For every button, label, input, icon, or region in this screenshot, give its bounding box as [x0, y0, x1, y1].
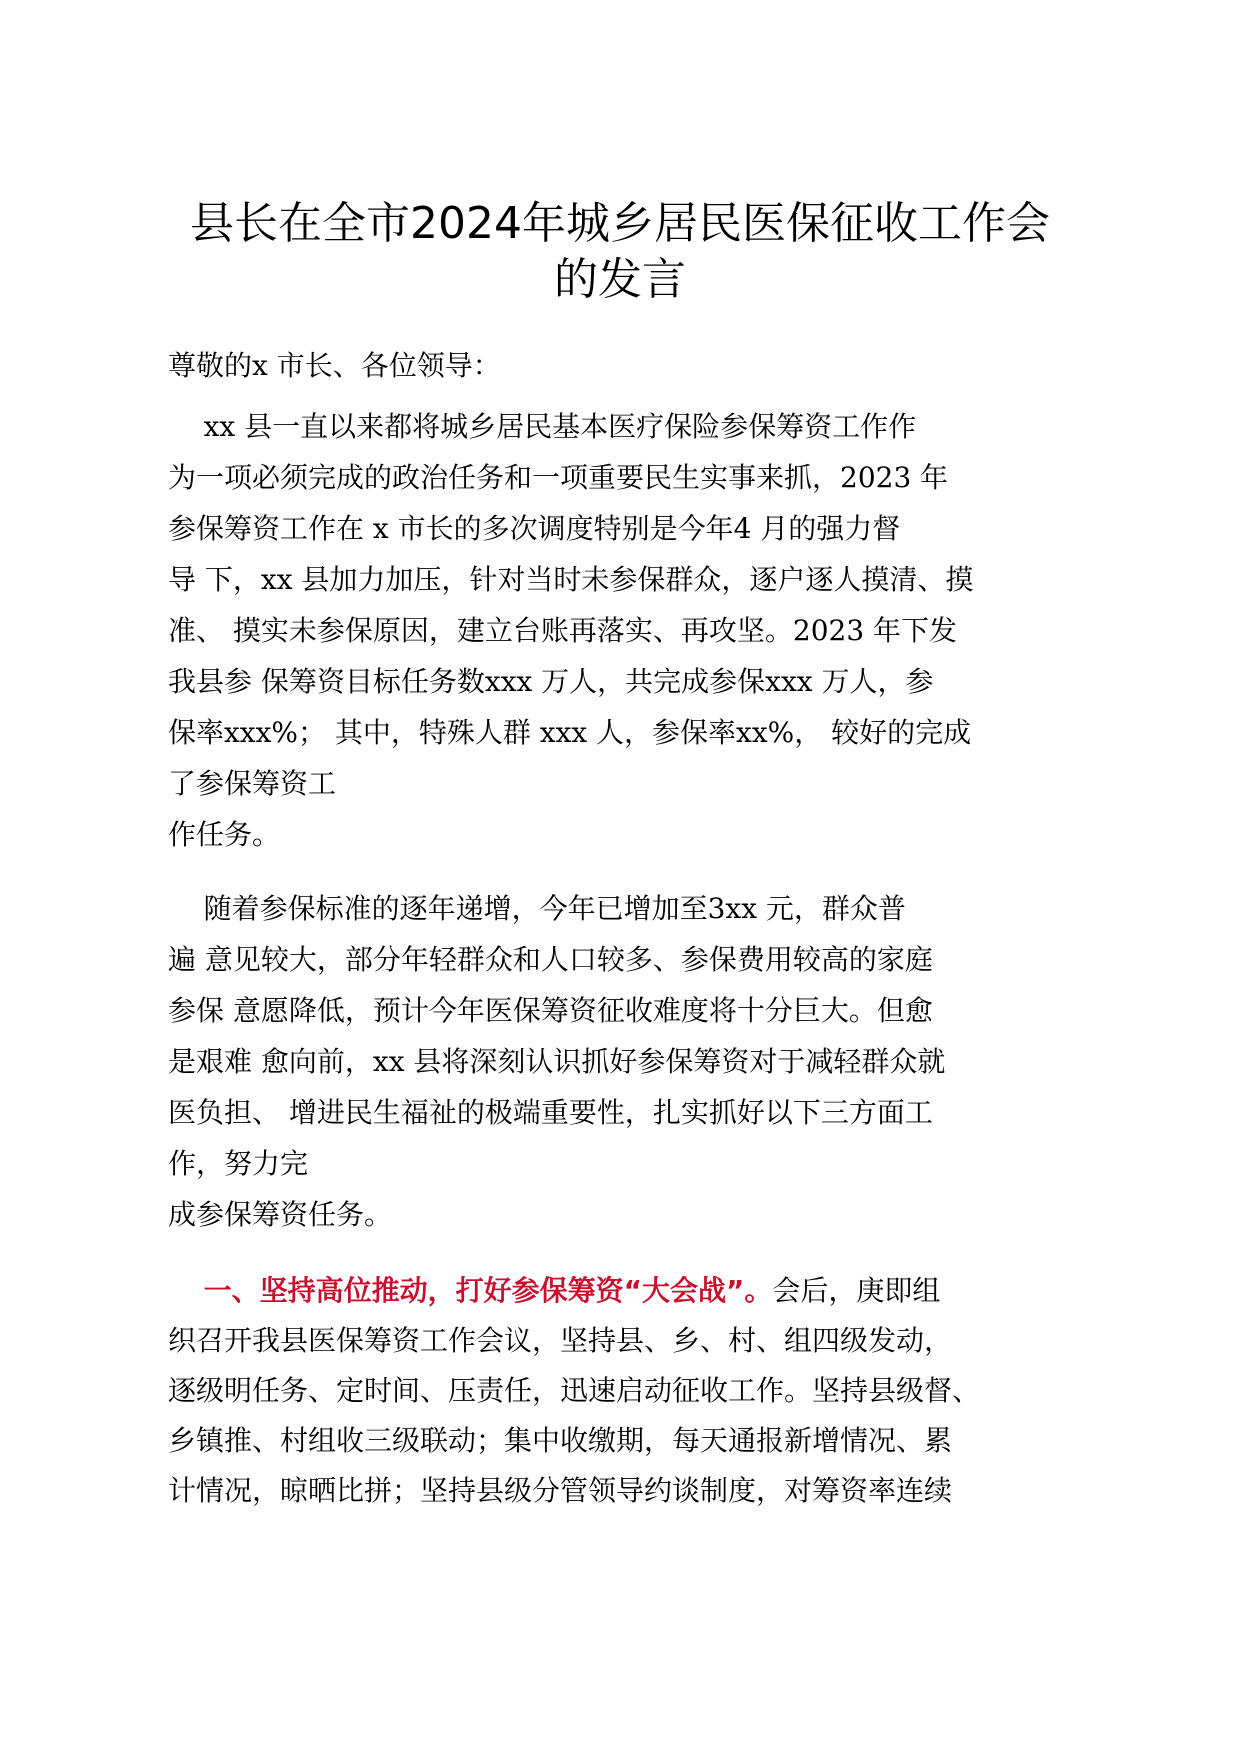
title-line-1: 县长在全市2024年城乡居民医保征收工作会: [190, 198, 1050, 249]
text-line: 保率xxx%； 其中，特殊人群 xxx 人，参保率xx%， 较好的完成: [168, 716, 972, 749]
section-1-heading: 一、坚持高位推动，打好参保筹资“大会战”。: [203, 1274, 773, 1307]
text-line: 参保筹资工作在 x 市长的多次调度特别是今年4 月的强力督: [168, 512, 901, 545]
text-line: 准、 摸实未参保原因，建立台账再落实、再攻坚。2023 年下发: [168, 614, 958, 647]
text-line: 医负担、 增进民生福祉的极端重要性，扎实抓好以下三方面工: [168, 1096, 933, 1129]
text-line: xx 县一直以来都将城乡居民基本医疗保险参保筹资工作作: [168, 410, 917, 443]
text-line: 随着参保标准的逐年递增，今年已增加至3xx 元，群众普: [168, 892, 906, 925]
section-1-first-line-text: 会后，庚即组: [772, 1274, 941, 1307]
document-title: [150, 196, 1090, 308]
text-line: 导 下，xx 县加力加压，针对当时未参保群众，逐户逐人摸清、摸: [168, 563, 974, 596]
text-line: 作任务。: [168, 818, 281, 851]
paragraph-2: [168, 883, 1078, 1240]
text-line: 成参保筹资任务。: [168, 1198, 393, 1231]
text-line: 是艰难 愈向前，xx 县将深刻认识抓好参保筹资对于减轻群众就: [168, 1045, 946, 1078]
section-indent: [168, 1274, 204, 1307]
salutation: 尊敬的x 市长、各位领导：: [168, 349, 501, 382]
text-line: 遍 意见较大，部分年轻群众和人口较多、参保费用较高的家庭: [168, 943, 933, 976]
text-line: 为一项必须完成的政治任务和一项重要民生实事来抓，2023 年: [168, 461, 949, 494]
text-line: 织召开我县医保筹资工作会议，坚持县、乡、村、组四级发动，: [168, 1324, 953, 1357]
text-line: 了参保筹资工: [168, 767, 337, 800]
title-line-2: 的发言: [554, 254, 686, 305]
paragraph-1: [168, 401, 1078, 860]
text-line: 乡镇推、村组收三级联动；集中收缴期，每天通报新增情况、累: [168, 1424, 953, 1457]
text-line: 作，努力完: [168, 1147, 309, 1180]
section-1: [168, 1265, 1078, 1515]
text-line: 我县参 保筹资目标任务数xxx 万人，共完成参保xxx 万人，参: [168, 665, 934, 698]
text-line: 参保 意愿降低，预计今年医保筹资征收难度将十分巨大。但愈: [168, 994, 933, 1027]
text-line: 计情况，晾晒比拼；坚持县级分管领导约谈制度，对筹资率连续: [168, 1474, 953, 1507]
section-1-first-line: [168, 1265, 1078, 1315]
text-line: 逐级明任务、定时间、压责任，迅速启动征收工作。坚持县级督、: [168, 1374, 981, 1407]
